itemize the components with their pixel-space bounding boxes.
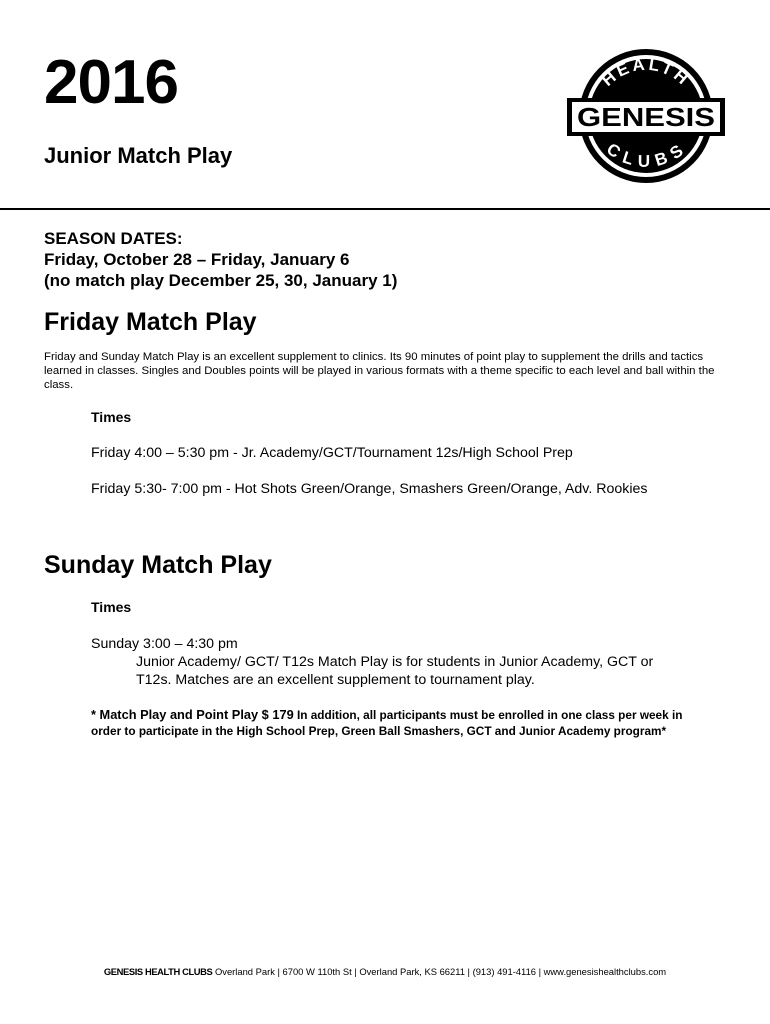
season-label: SEASON DATES: xyxy=(44,229,183,248)
header-divider xyxy=(0,208,770,210)
footer-details: Overland Park | 6700 W 110th St | Overland Park, KS 66211 | (913) 491-4116 | www.genesishealthclubs.com xyxy=(212,966,667,977)
svg-text:GENESIS: GENESIS xyxy=(577,102,715,132)
sunday-heading: Sunday Match Play xyxy=(44,551,272,579)
genesis-health-clubs-logo xyxy=(566,46,726,186)
page-footer xyxy=(0,966,770,977)
sunday-description xyxy=(136,653,716,689)
friday-times-label: Times xyxy=(91,409,132,425)
footer-brand: GENESIS HEALTH CLUBS xyxy=(103,966,213,977)
price-note-line: order to participate in the High School Prep, Green Ball Smashers, GCT and Junior Academy program* xyxy=(91,724,667,738)
price-note xyxy=(91,707,741,739)
svg-text:HEALTH: HEALTH xyxy=(598,54,694,90)
friday-slot: Friday 4:00 – 5:30 pm - Jr. Academy/GCT/Tournament 12s/High School Prep xyxy=(91,445,573,461)
friday-slot: Friday 5:30- 7:00 pm - Hot Shots Green/Orange, Smashers Green/Orange, Adv. Rookies xyxy=(91,481,648,497)
price-note-price: * Match Play and Point Play $ 179 xyxy=(91,707,294,722)
price-note-line xyxy=(91,707,741,723)
intro-line: class. xyxy=(44,379,74,391)
sunday-desc-line: T12s. Matches are an excellent supplement to tournament play. xyxy=(136,672,535,688)
friday-intro xyxy=(44,350,724,392)
intro-line: learned in classes. Singles and Doubles points will be played in various formats with a theme specific to each level and ball within the xyxy=(44,365,715,377)
sunday-times-label: Times xyxy=(91,599,132,615)
season-range: Friday, October 28 – Friday, January 6 xyxy=(44,250,350,269)
page-year: 2016 xyxy=(44,48,178,117)
sunday-slot: Sunday 3:00 – 4:30 pm xyxy=(91,636,238,652)
svg-text:CLUBS: CLUBS xyxy=(603,139,689,171)
season-exceptions: (no match play December 25, 30, January 1) xyxy=(44,271,398,290)
price-note-rest: In addition, all participants must be enrolled in one class per week in xyxy=(293,708,683,722)
friday-heading: Friday Match Play xyxy=(44,308,257,336)
sunday-desc-line: Junior Academy/ GCT/ T12s Match Play is for students in Junior Academy, GCT or xyxy=(136,654,654,670)
intro-line: Friday and Sunday Match Play is an excellent supplement to clinics. Its 90 minutes of point play to supplement the drills and tactics xyxy=(44,351,704,363)
season-dates xyxy=(44,228,397,291)
page-subtitle: Junior Match Play xyxy=(44,143,233,168)
